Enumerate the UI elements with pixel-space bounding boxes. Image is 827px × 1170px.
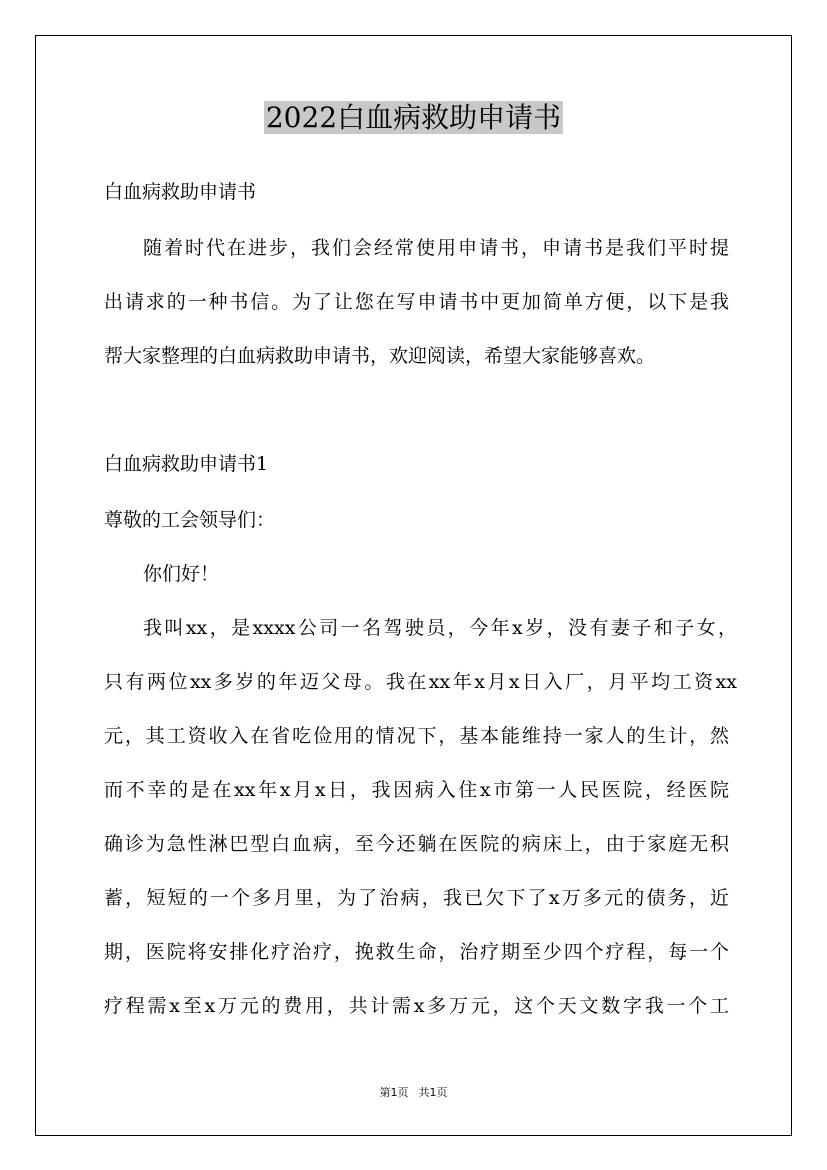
body-line: 出请求的一种书信。为了让您在写申请书中更加简单方便，以下是我 — [104, 291, 729, 313]
body-line: 只有两位xx多岁的年迈父母。我在xx年x月x日入厂，月平均工资xx — [104, 671, 737, 693]
page-total: 共1页 — [418, 1086, 448, 1099]
page-number: 第1页 — [379, 1086, 409, 1099]
body-line: 帮大家整理的白血病救助申请书，欢迎阅读，希望大家能够喜欢。 — [104, 345, 656, 367]
body-line: 我叫xx，是xxxx公司一名驾驶员，今年x岁，没有妻子和子女， — [143, 617, 737, 639]
body-line: 确诊为急性淋巴型白血病，至今还躺在医院的病床上，由于家庭无积 — [104, 833, 729, 855]
body-line: 随着时代在进步，我们会经常使用申请书，申请书是我们平时提 — [143, 237, 729, 259]
document-title-wrap — [0, 96, 827, 140]
document-title: 2022白血病救助申请书 — [265, 101, 562, 134]
body-line: 而不幸的是在xx年x月x日，我因病入住x市第一人民医院，经医院 — [104, 779, 729, 801]
body-line: 疗程需x至x万元的费用，共计需x多万元，这个天文数字我一个工 — [104, 995, 729, 1017]
body-line: 蓄，短短的一个多月里，为了治病，我已欠下了x万多元的债务，近 — [104, 887, 729, 909]
salutation: 尊敬的工会领导们： — [104, 509, 276, 531]
heading-line: 白血病救助申请书 — [104, 181, 257, 203]
body-line: 元，其工资收入在省吃俭用的情况下，基本能维持一家人的生计，然 — [104, 725, 729, 747]
greeting: 你们好！ — [143, 563, 220, 585]
section-heading: 白血病救助申请书1 — [104, 453, 269, 475]
page-footer — [0, 1084, 827, 1100]
body-line: 期，医院将安排化疗治疗，挽救生命，治疗期至少四个疗程，每一个 — [104, 941, 729, 963]
